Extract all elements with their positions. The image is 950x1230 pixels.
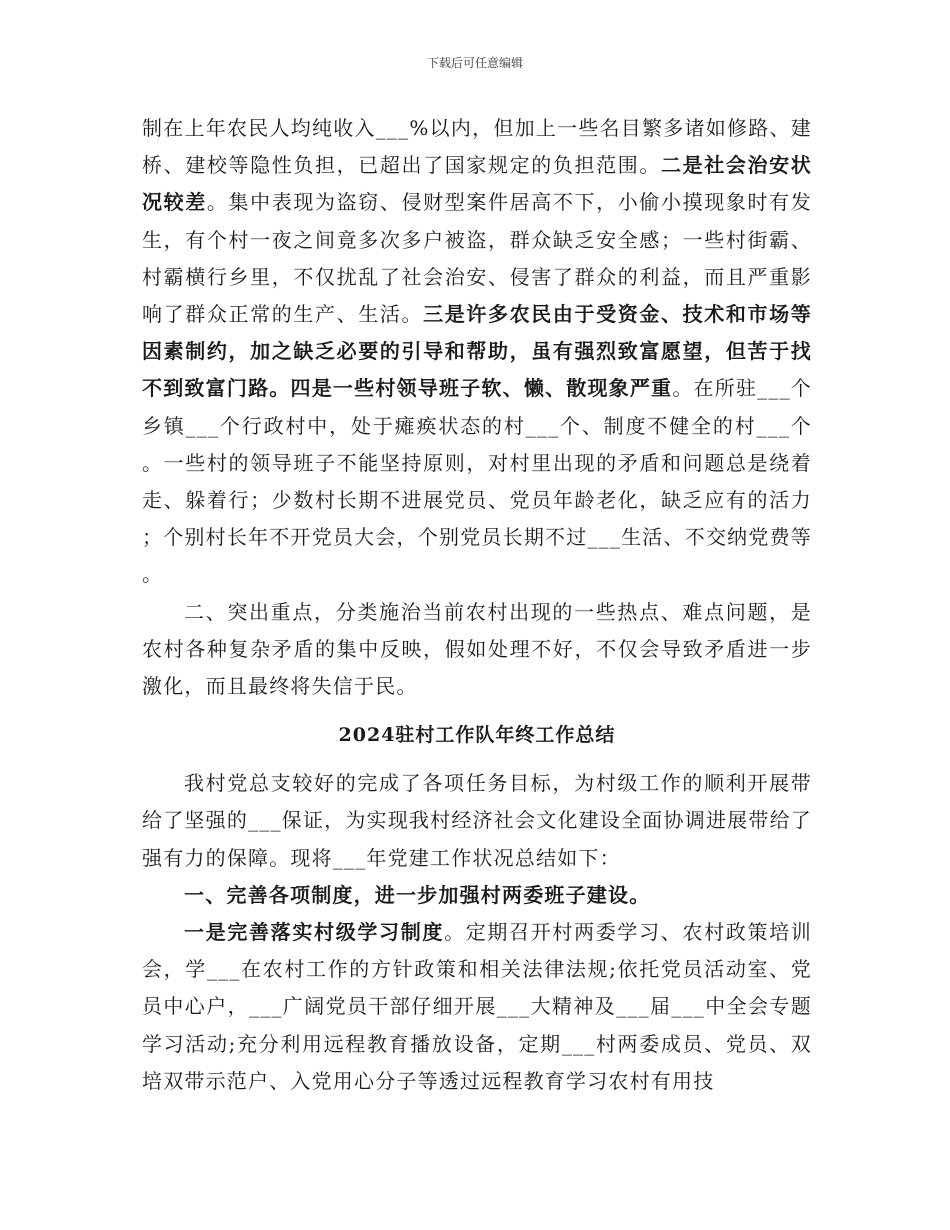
paragraph-1-bold-b: 三是许多农民由于受资金、技术和市场等因素制约，加之缺乏必要的引导和帮助，虽有强烈致富愿望，但苦于找不到致富门路。四是一些村领导班子软、懒、散现象严重 xyxy=(142,302,812,401)
paragraph-1-text-c: 。在所驻___个乡镇___个行政村中，处于瘫痪状态的村___个、制度不健全的村___个。一些村的领导班子不能坚持原则，对村里出现的矛盾和问题总是绕着走、躲着行；少数村长期不进展党员、党员年龄老化，缺乏应有的活力；个别村长年不开党员大会，个别党员长期不过___生活、不交纳党费等。 xyxy=(142,376,812,587)
section-heading-1: 一、完善各项制度，进一步加强村两委班子建设。 xyxy=(184,882,651,907)
paragraph-4 xyxy=(142,914,812,1100)
paragraph-1-text-b: 。集中表现为盗窃、侵财型案件居高不下，小偷小摸现象时有发生，有个村一夜之间竟多次多户被盗，群众缺乏安全感；一些村街霸、村霸横行乡里，不仅扰乱了社会治安、侵害了群众的利益，而且严重影响了群众正常的生产、生活。 xyxy=(142,190,812,327)
paragraph-2: 二、突出重点，分类施治当前农村出现的一些热点、难点问题，是农村各种复杂矛盾的集中反映，假如处理不好，不仅会导致矛盾进一步激化，而且最终将失信于民。 xyxy=(142,599,812,699)
section-title: 2024驻村工作队年终工作总结 xyxy=(338,724,616,747)
paragraph-4-bold-a: 一是完善落实村级学习制度 xyxy=(184,920,445,945)
paragraph-4-text-a: 。定期召开村两委学习、农村政策培训会，学___在农村工作的方针政策和相关法律法规;依托党员活动室、党员中心户，___广阔党员干部仔细开展___大精神及___届___中全会专题学习活动;充分利用远程教育播放设备，定期___村两委成员、党员、双培双带示范户、入党用心分子等透过远程教育学习农村有用技 xyxy=(142,920,812,1093)
paragraph-1-bold-a: 二是社会治安状况较差 xyxy=(142,153,812,215)
document-body xyxy=(142,110,812,1100)
page-header: 下载后可任意编辑 xyxy=(426,56,523,70)
paragraph-3: 我村党总支较好的完成了各项任务目标，为村级工作的顺利开展带给了坚强的___保证，为实现我村经济社会文化建设全面协调进展带给了强有力的保障。现将___年党建工作状况总结如下： xyxy=(142,771,812,870)
paragraph-1-text-a: 制在上年农民人均纯收入___%以内，但加上一些名目繁多诸如修路、建桥、建校等隐性负担，已超出了国家规定的负担范围。 xyxy=(142,116,812,178)
paragraph-1 xyxy=(142,110,812,594)
